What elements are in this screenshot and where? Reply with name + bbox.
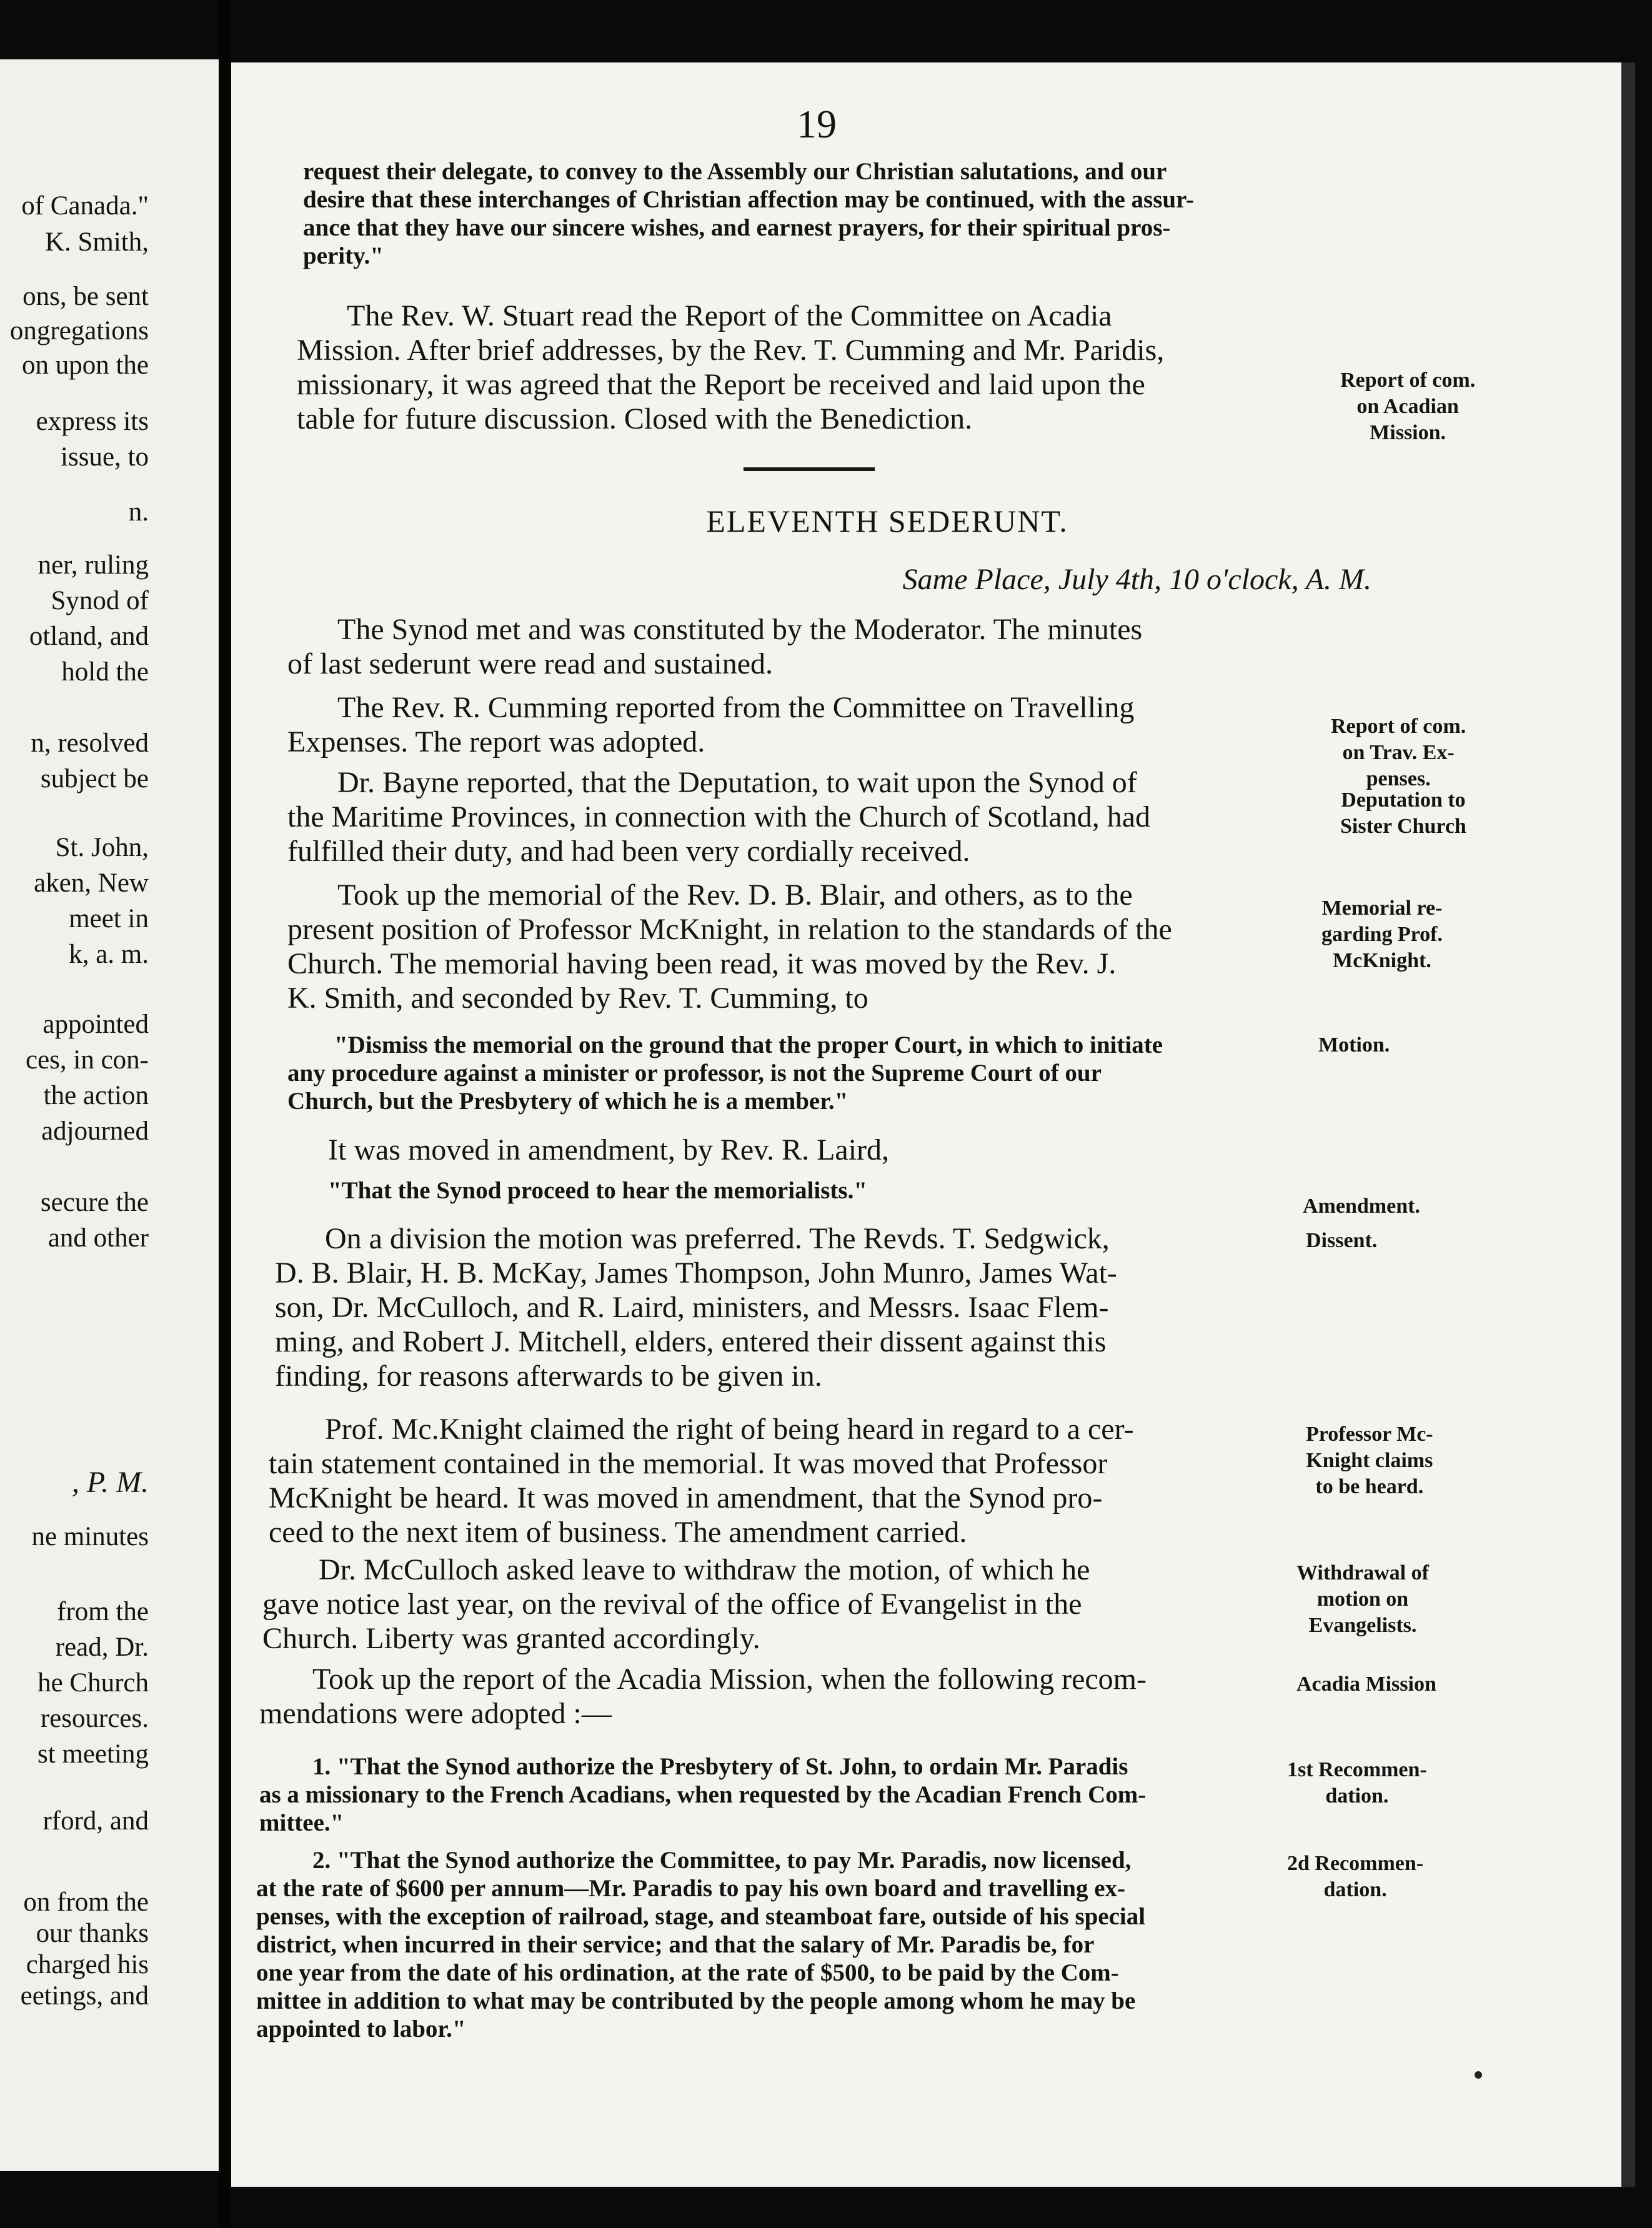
text-line: tain statement contained in the memorial. It was moved that Professor [269,1447,1108,1480]
text-line: table for future discussion. Closed with the Benediction. [297,402,973,435]
prev-line: express its [36,407,149,436]
prev-line: our thanks [36,1919,149,1948]
text-line: K. Smith, and seconded by Rev. T. Cumming, to [287,982,868,1015]
text-line: fulfilled their duty, and had been very cordially received. [287,835,970,868]
text-line: ceed to the next item of business. The amendment carried. [269,1516,967,1549]
prev-line: eetings, and [20,1981,149,2011]
quote-line: "Dismiss the memorial on the ground that the proper Court, in which to initiate [334,1032,1163,1058]
text-line: finding, for reasons afterwards to be given in. [275,1360,822,1393]
text-line: gave notice last year, on the revival of the office of Evangelist in the [262,1588,1082,1621]
margin-note: Amendment. [1303,1195,1420,1218]
prev-line: on from the [23,1887,149,1917]
quote-line: appointed to labor." [256,2016,466,2042]
prev-line: ner, ruling [37,550,149,580]
quote-line: 2. "That the Synod authorize the Committee, to pay Mr. Paradis, now licensed, [312,1847,1132,1874]
text-line: Dr. McCulloch asked leave to withdraw the motion, of which he [319,1553,1090,1586]
text-line: present position of Professor McKnight, in relation to the standards of the [287,913,1172,946]
prev-line: meet in [69,904,149,933]
section-heading: ELEVENTH SEDERUNT. [706,504,1068,539]
text-line: Took up the memorial of the Rev. D. B. Blair, and others, as to the [337,878,1133,912]
quote-line: penses, with the exception of railroad, stage, and steamboat fare, outside of his special [256,1903,1146,1930]
quote-line: perity." [303,242,384,269]
prev-line: ongregations [9,316,149,346]
margin-note: 1st Recommen- dation. [1287,1758,1427,1808]
previous-page [0,59,219,2171]
text-line: Church. Liberty was granted accordingly. [262,1622,760,1655]
quote-line: "That the Synod proceed to hear the memorialists." [328,1177,867,1204]
prev-line: aken, New [34,868,149,898]
prev-line: n, resolved [31,729,149,758]
text-line: It was moved in amendment, by Rev. R. Laird, [328,1133,890,1166]
quote-line: 1. "That the Synod authorize the Presbytery of St. John, to ordain Mr. Paradis [312,1753,1128,1780]
text-line: Expenses. The report was adopted. [287,725,705,758]
text-line: the Maritime Provinces, in connection with the Church of Scotland, had [287,800,1151,833]
text-line: ming, and Robert J. Mitchell, elders, entered their dissent against this [275,1325,1107,1358]
text-line: The Synod met and was constituted by the Moderator. The minutes [337,613,1143,646]
book-gutter [219,0,231,2228]
text-line: The Rev. W. Stuart read the Report of the Committee on Acadia [347,299,1112,332]
prev-line: read, Dr. [55,1633,149,1662]
prev-line: the action [43,1081,149,1110]
print-speck [1475,2071,1482,2079]
prev-line: k, a. m. [69,940,149,969]
prev-line: resources. [40,1704,149,1733]
text-line: The Rev. R. Cumming reported from the Committee on Travelling [337,691,1135,724]
page-edge-shadow [1621,62,1635,2187]
text-line: missionary, it was agreed that the Report be received and laid upon the [297,368,1145,401]
prev-line: appointed [42,1010,149,1039]
prev-line: subject be [40,764,149,793]
prev-line: , P. M. [71,1466,149,1499]
prev-line: secure the [40,1188,149,1217]
text-line: McKnight be heard. It was moved in amendment, that the Synod pro- [269,1481,1103,1514]
text-line: Took up the report of the Acadia Mission, when the following recom- [312,1663,1147,1696]
margin-note: Report of com. on Acadian Mission. [1340,369,1476,444]
margin-note: Withdrawal of motion on Evangelists. [1296,1561,1429,1637]
prev-line: and other [47,1223,149,1253]
margin-note: Motion. [1318,1033,1390,1057]
text-line: of last sederunt were read and sustained. [287,647,774,680]
prev-line: St. John, [55,833,149,862]
prev-line: Synod of [51,586,149,615]
prev-line: of Canada." [21,191,149,221]
text-line: D. B. Blair, H. B. McKay, James Thompson, John Munro, James Wat- [275,1256,1117,1290]
prev-line: n. [128,497,149,527]
margin-note: Report of com. on Trav. Ex- penses. [1331,715,1466,790]
prev-line: hold the [61,657,149,687]
prev-line: ne minutes [31,1522,149,1551]
text-line: Dr. Bayne reported, that the Deputation, to wait upon the Synod of [337,766,1137,799]
quote-line: ance that they have our sincere wishes, and earnest prayers, for their spiritual pros- [303,214,1171,241]
text-line: Prof. Mc.Knight claimed the right of being heard in regard to a cer- [325,1413,1134,1446]
document-page [231,62,1621,2187]
quote-line: desire that these interchanges of Christian affection may be continued, with the assur- [303,186,1194,213]
prev-line: K. Smith, [44,227,149,257]
page-number: 19 [797,102,837,146]
prev-line: ons, be sent [22,282,149,311]
prev-line: rford, and [42,1806,149,1836]
dateline: Same Place, July 4th, 10 o'clock, A. M. [902,563,1371,596]
section-divider [744,467,875,471]
text-line: Mission. After brief addresses, by the Rev. T. Cumming and Mr. Paridis, [297,334,1165,367]
prev-line: ces, in con- [25,1045,149,1075]
prev-line: on upon the [21,351,149,380]
quote-line: at the rate of $600 per annum—Mr. Paradis to pay his own board and travelling ex- [256,1875,1126,1902]
prev-line: charged his [26,1950,149,1979]
quote-line: request their delegate, to convey to the Assembly our Christian salutations, and our [303,158,1167,185]
margin-note: Professor Mc- Knight claims to be heard. [1306,1423,1433,1498]
quote-line: mittee." [259,1809,344,1836]
margin-note: Deputation to Sister Church [1340,788,1466,838]
text-line: son, Dr. McCulloch, and R. Laird, ministers, and Messrs. Isaac Flem- [275,1291,1109,1324]
margin-note: Dissent. [1306,1229,1378,1252]
text-line: mendations were adopted :— [259,1697,612,1730]
margin-note: Memorial re- garding Prof. McKnight. [1321,897,1443,972]
quote-line: district, when incurred in their service; and that the salary of Mr. Paradis be, for [256,1931,1095,1958]
prev-line: adjourned [41,1116,149,1146]
margin-note: 2d Recommen- dation. [1287,1852,1424,1901]
prev-line: issue, to [61,442,149,472]
prev-line: he Church [37,1668,149,1698]
quote-line: mittee in addition to what may be contributed by the people among whom he may be [256,1987,1136,2014]
text-line: On a division the motion was preferred. The Revds. T. Sedgwick, [325,1222,1110,1255]
quote-line: one year from the date of his ordination, at the rate of $500, to be paid by the Com- [256,1959,1119,1986]
quote-line: as a missionary to the French Acadians, when requested by the Acadian French Com- [259,1781,1147,1808]
text-line: Church. The memorial having been read, it was moved by the Rev. J. [287,947,1117,980]
prev-line: st meeting [37,1739,149,1769]
quote-line: Church, but the Presbytery of which he is a member." [287,1088,848,1115]
prev-line: otland, and [29,622,149,651]
margin-note: Acadia Mission [1296,1673,1436,1696]
quote-line: any procedure against a minister or professor, is not the Supreme Court of our [287,1060,1102,1087]
prev-line: from the [57,1597,149,1626]
